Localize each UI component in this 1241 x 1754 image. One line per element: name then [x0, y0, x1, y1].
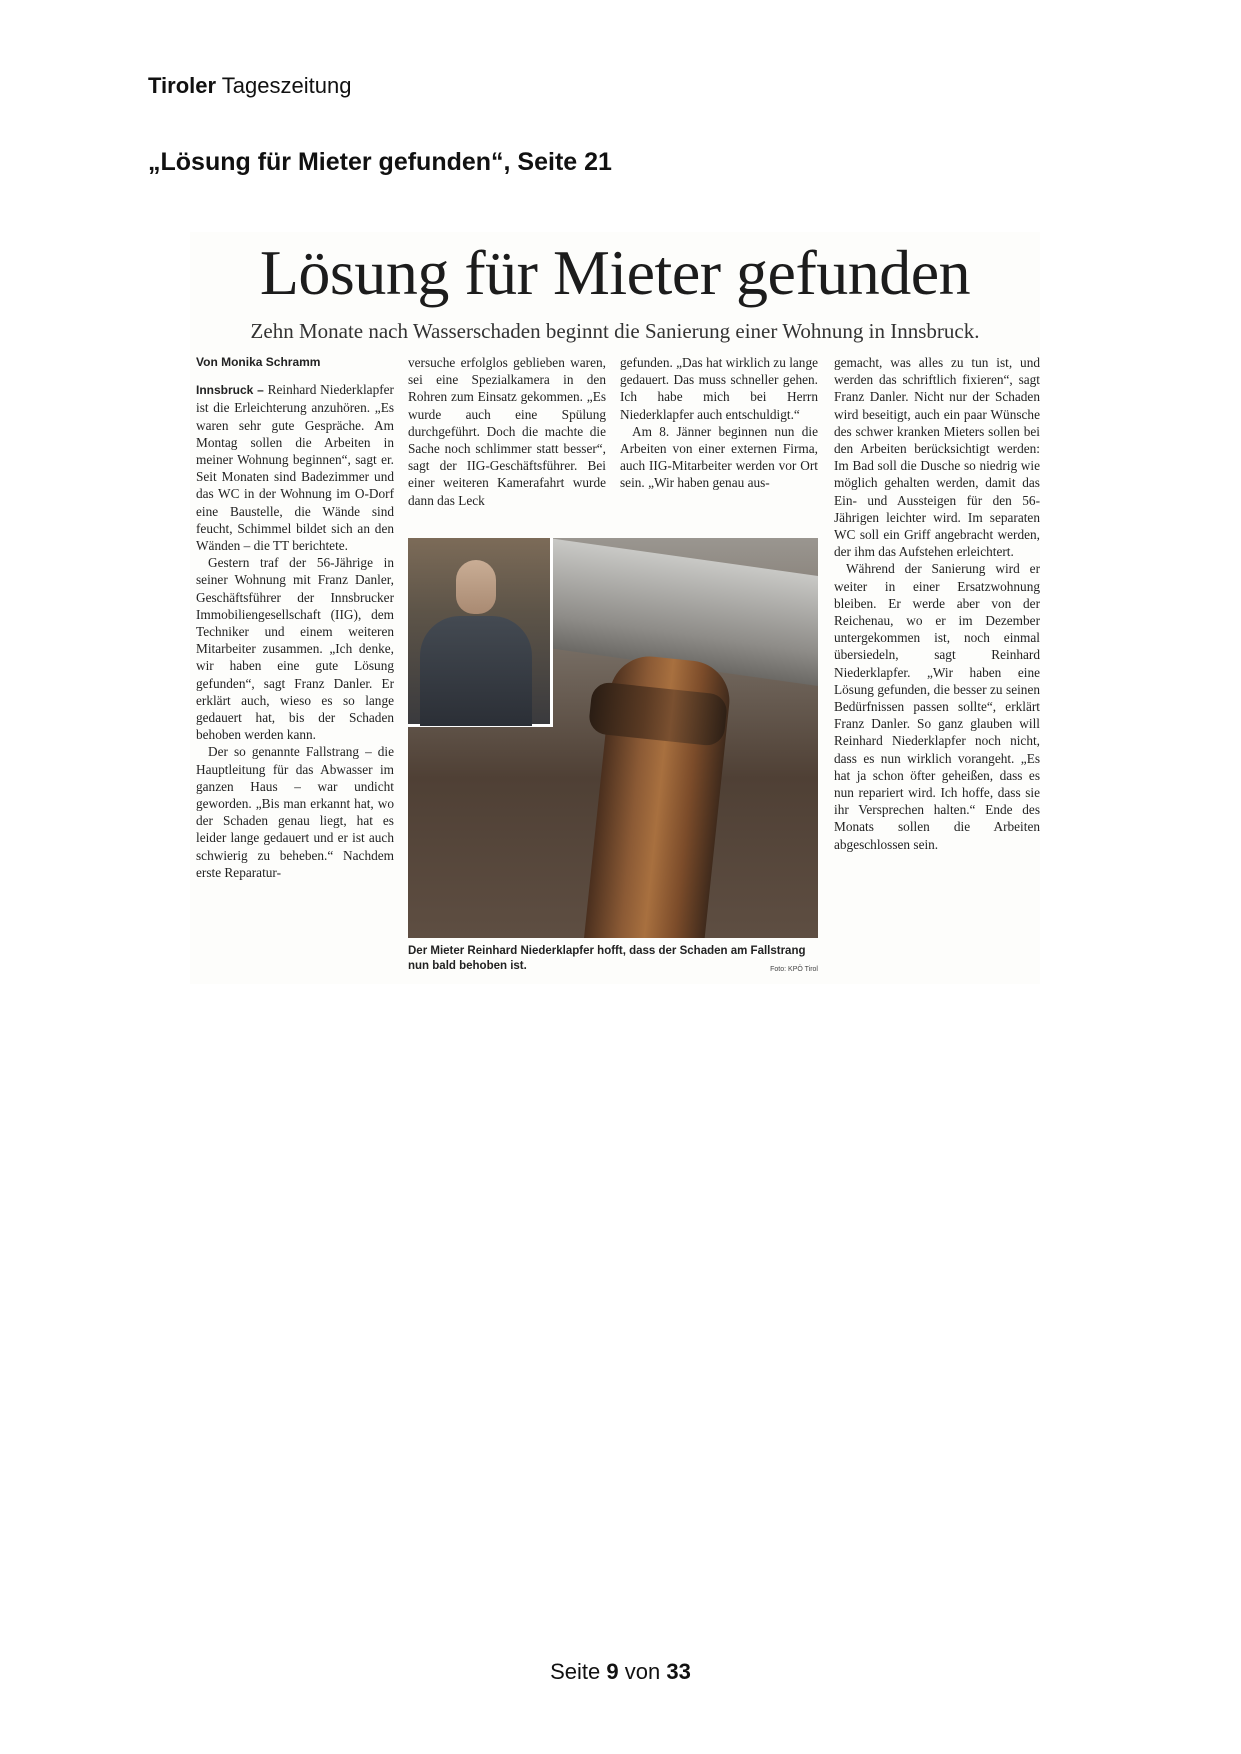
article-paragraph: Der so genannte Fallstrang – die Hauptleitung für das Abwasser im ganzen Haus – war undicht geworden. „Bis man erkannt hat, wo der Schaden genau liegt, hat es leider lange gedauert und er ist auch schwierig zu beheben.“ Nachdem erste Reparatur-: [196, 744, 394, 880]
article-column-2: [408, 354, 606, 509]
publication-name-bold: Tiroler: [148, 73, 217, 98]
article-column-4: [834, 354, 1040, 853]
article-column-3: [620, 354, 818, 492]
total-pages: 33: [666, 1659, 691, 1684]
publication-name: [148, 72, 351, 100]
tenant-head: [456, 560, 496, 614]
article-subheadline: Zehn Monate nach Wasserschaden beginnt die Sanierung einer Wohnung in Innsbruck.: [250, 319, 980, 343]
page-number: [0, 1658, 1241, 1686]
tenant-body: [420, 616, 532, 726]
newspaper-clipping: [190, 232, 1040, 984]
article-column-1: [196, 354, 394, 881]
article-paragraph: versuche erfolglos geblieben waren, sei eine Spezialkamera in den Rohren zum Einsatz gekommen. „Es wurde auch eine Spülung durchgeführt. Doch die machte die Sache noch schlimmer statt besser“, sagt der IIG-Geschäftsführer. Bei einer weiteren Kamerafahrt wurde dann das Leck: [408, 355, 606, 508]
page-prefix: Seite: [550, 1659, 601, 1684]
article-paragraph: Am 8. Jänner beginnen nun die Arbeiten von einer externen Firma, auch IIG-Mitarbeiter werden vor Ort sein. „Wir haben genau aus-: [620, 423, 818, 491]
article-paragraph: gefunden. „Das hat wirklich zu lange gedauert. Das muss schneller gehen. Ich habe mich bei Herrn Niederklapfer auch entschuldigt.“: [620, 355, 818, 422]
article-dateline: Innsbruck –: [196, 383, 264, 398]
article-byline: Von Monika Schramm: [196, 355, 321, 369]
article-headline: Lösung für Mieter gefunden: [259, 237, 971, 308]
inset-photo-tenant: [408, 538, 553, 727]
photo-credit: Foto: KPÖ Tirol: [770, 966, 818, 973]
article-paragraph: gemacht, was alles zu tun ist, und werden das schriftlich fixieren“, sagt Franz Danler. Nicht nur der Schaden wird beseitigt, auch ein paar Wünsche des schwer kranken Mieters sollen bei den Arbeiten berücksichtigt werden: Im Bad soll die Dusche so niedrig wie möglich gehalten werden, damit das Ein- und Aussteigen für den 56-Jährigen leichter wird. Im separaten WC soll ein Griff angebracht werden, der ihm das Aufstehen erleichtert.: [834, 355, 1040, 560]
article-photo-pipe: [408, 538, 818, 938]
photo-caption: Der Mieter Reinhard Niederklapfer hofft, dass der Schaden am Fallstrang nun bald behoben ist.: [408, 945, 806, 972]
article-paragraph: Während der Sanierung wird er weiter in einer Ersatzwohnung bleiben. Er werde aber von der Reichenau, wo er im Dezember untergekommen ist, noch einmal übersiedeln, sagt Reinhard Niederklapfer. „Wir haben eine Lösung gefunden, die besser zu seinen Bedürfnissen passen sollte“, erklärt Franz Danler. So ganz glauben will Reinhard Niederklapfer noch nicht, dass es nun wirklich vorangeht. „Es hat ja schon öfter geheißen, dass es nun repariert wird. Ich hoffe, dass sie ihr Versprechen halten.“ Ende des Monats sollen die Arbeiten abgeschlossen sein.: [834, 561, 1040, 852]
clip-title: „Lösung für Mieter gefunden“, Seite 21: [148, 148, 612, 176]
article-paragraph: Innsbruck – Reinhard Niederklapfer ist die Erleichterung anzuhören. „Es waren sehr gute Gespräche. Am Montag sollen die Arbeiten in meiner Wohnung beginnen“, sagt er. Seit Monaten sind Badezimmer und das WC in der Wohnung im O-Dorf eine Baustelle, die Wände sind feucht, Schimmel bildet sich an den Wänden – die TT berichtete.: [196, 382, 394, 554]
article-paragraph: Gestern traf der 56-Jährige in seiner Wohnung mit Franz Danler, Geschäftsführer der Innsbrucker Immobiliengesellschaft (IIG), dem Techniker und einem weiteren Mitarbeiter zusammen. „Ich denke, wir haben eine gute Lösung gefunden“, sagt Franz Danler. Er erklärt auch, wieso es so lange gedauert hat, bis der Schaden behoben werden kann.: [196, 555, 394, 743]
current-page: 9: [606, 1659, 619, 1684]
publication-name-rest: Tageszeitung: [221, 73, 352, 98]
page-middle: von: [624, 1659, 661, 1684]
